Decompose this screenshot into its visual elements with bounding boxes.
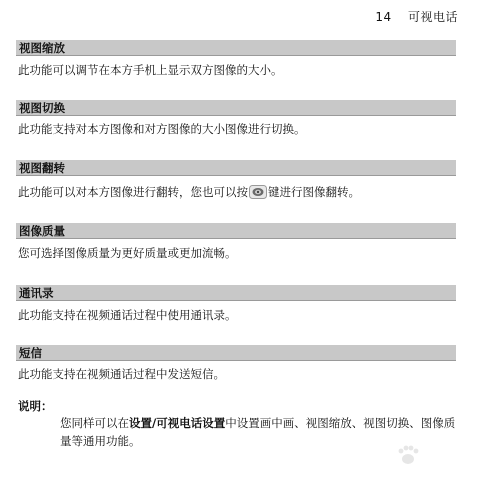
flip-text-before: 此功能可以对本方图像进行翻转，您也可以按 <box>18 185 248 199</box>
section-text-view-zoom: 此功能可以调节在本方手机上显示双方图像的大小。 <box>18 63 283 77</box>
section-title-contacts: 通讯录 <box>16 285 456 301</box>
page-header <box>375 8 458 25</box>
section-text-contacts: 此功能支持在视频通话过程中使用通讯录。 <box>18 308 237 322</box>
chapter-title: 可视电话 <box>407 10 458 24</box>
note-text-before: 您同样可以在 <box>60 416 129 430</box>
camera-flip-key-icon <box>249 185 267 199</box>
flip-text-after: 键进行图像翻转。 <box>268 185 360 199</box>
section-title-view-zoom: 视图缩放 <box>16 40 456 56</box>
section-text-view-switch: 此功能支持对本方图像和对方图像的大小图像进行切换。 <box>18 122 306 136</box>
note-emphasis: 设置/可视电话设置 <box>129 416 226 430</box>
note-text-after: 中设置画中画、视图缩放、视图切换、图像质量等通用功能。 <box>60 416 456 448</box>
section-title-image-quality: 图像质量 <box>16 223 456 239</box>
section-title-view-switch: 视图切换 <box>16 100 456 116</box>
section-text-image-quality: 您可选择图像质量为更好质量或更加流畅。 <box>18 246 237 260</box>
note-label: 说明： <box>18 399 53 413</box>
section-title-view-flip: 视图翻转 <box>16 160 456 176</box>
section-title-sms: 短信 <box>16 345 456 361</box>
watermark-paw-icon <box>356 441 466 471</box>
section-text-sms: 此功能支持在视频通话过程中发送短信。 <box>18 367 225 381</box>
section-text-view-flip <box>18 184 360 200</box>
page-number: 14 <box>375 10 392 24</box>
